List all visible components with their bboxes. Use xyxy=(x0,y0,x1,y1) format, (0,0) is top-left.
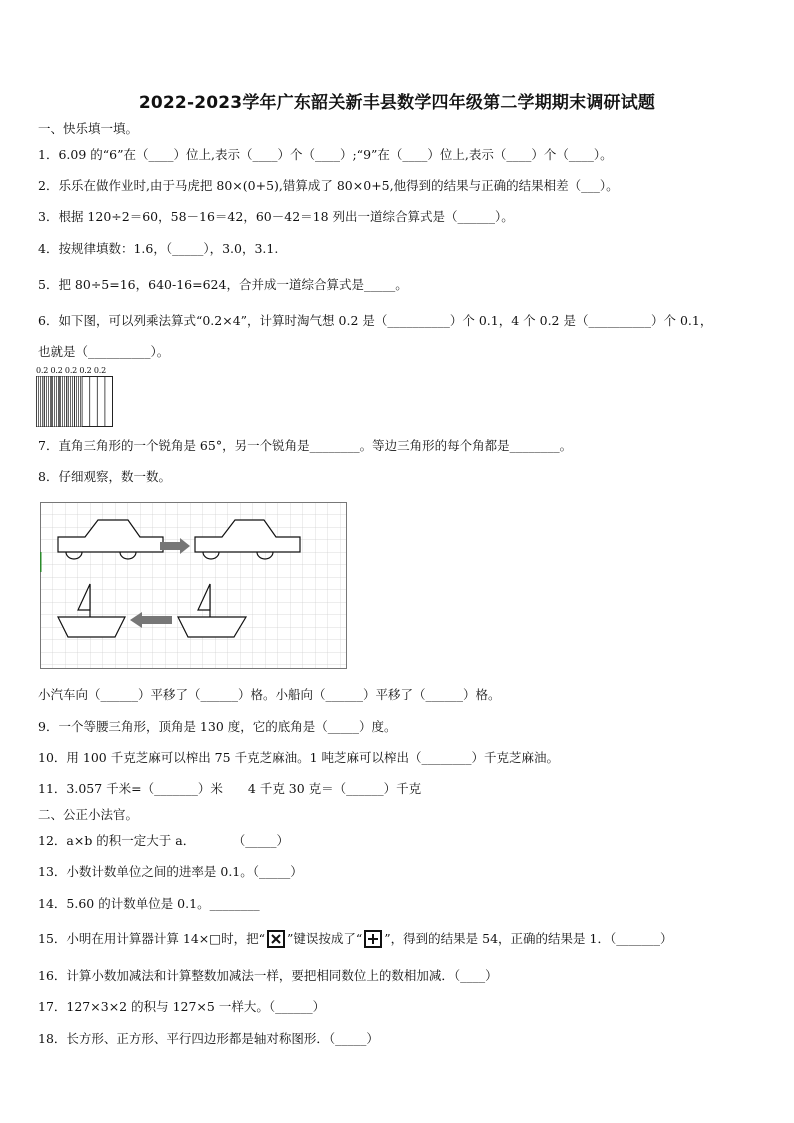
question-16: 16．计算小数加减法和计算整数加减法一样，要把相同数位上的数相加减．（____） xyxy=(38,968,498,983)
question-6: 6．如下图，可以列乘法算式“0.2×4”，计算时淘气想 0.2 是（__________）个 0.1，4 个 0.2 是（__________）个 0.1， xyxy=(38,313,713,328)
bar-diagram xyxy=(36,376,116,428)
question-3: 3．根据 120÷2＝60，58－16＝42，60－42＝18 列出一道综合算式是（______）。 xyxy=(38,209,514,224)
question-11: 11．3.057 千米=（_______）米 4 千克 30 克＝（______）千克 xyxy=(38,781,422,796)
question-7: 7．直角三角形的一个锐角是 65°，另一个锐角是________。等边三角形的每个角都是________。 xyxy=(38,438,573,453)
grid-diagram xyxy=(40,502,348,670)
question-8-answer: 小汽车向（______）平移了（______）格。小船向（______）平移了（______）格。 xyxy=(38,687,501,702)
question-5: 5．把 80÷5=16，640-16=624，合并成一道综合算式是_____。 xyxy=(38,277,408,292)
question-8: 8．仔细观察，数一数。 xyxy=(38,469,171,484)
section-heading-2: 二、公正小法官。 xyxy=(38,807,139,822)
question-2: 2．乐乐在做作业时,由于马虎把 80×(0+5),错算成了 80×0+5,他得到的结果与正确的结果相差（___）。 xyxy=(38,178,619,193)
question-1: 1．6.09 的“6”在（____）位上,表示（____）个（____）;“9”在（____）位上,表示（____）个（____）。 xyxy=(38,147,613,162)
question-14: 14．5.60 的计数单位是 0.1。________ xyxy=(38,896,260,911)
question-15-part-b: ”键误按成了“ xyxy=(286,931,363,946)
multiply-key-icon xyxy=(267,930,285,948)
question-15-part-a: 15．小明在用计算器计算 14×□时，把“ xyxy=(38,931,265,946)
page-title: 2022-2023学年广东韶关新丰县数学四年级第二学期期末调研试题 xyxy=(138,93,656,113)
question-12: 12．a×b 的积一定大于 a． （_____） xyxy=(38,833,289,848)
bar-labels: 0.2 0.2 0.2 0.2 0.2 xyxy=(36,366,106,375)
question-13: 13．小数计数单位之间的进率是 0.1。（_____） xyxy=(38,864,303,879)
question-15 xyxy=(38,930,672,948)
question-10: 10．用 100 千克芝麻可以榨出 75 千克芝麻油。1 吨芝麻可以榨出（________）千克芝麻油。 xyxy=(38,750,559,765)
question-18: 18．长方形、正方形、平行四边形都是轴对称图形．（_____） xyxy=(38,1031,379,1046)
plus-key-icon xyxy=(364,930,382,948)
question-17: 17．127×3×2 的积与 127×5 一样大。（______） xyxy=(38,999,326,1014)
section-heading-1: 一、快乐填一填。 xyxy=(38,121,139,136)
decimal-bar-figure xyxy=(36,366,116,428)
question-4: 4．按规律填数：1.6，（_____），3.0，3.1. xyxy=(38,241,279,256)
translation-grid-figure xyxy=(40,502,348,670)
question-6-continued: 也就是（__________）。 xyxy=(38,344,170,359)
question-9: 9．一个等腰三角形，顶角是 130 度，它的底角是（_____）度。 xyxy=(38,719,397,734)
question-15-part-c: ”，得到的结果是 54，正确的结果是 1．（_______） xyxy=(384,931,673,946)
